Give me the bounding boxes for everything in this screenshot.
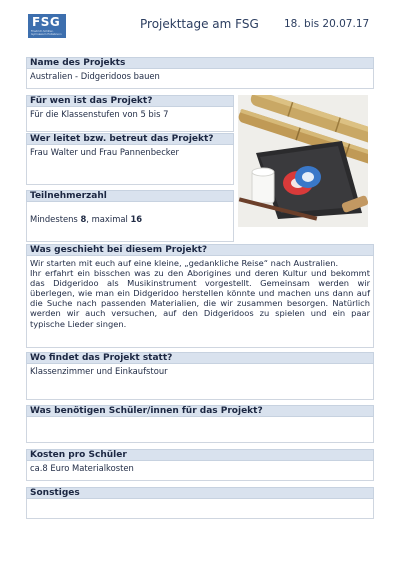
project-name: Australien - Didgeridoos bauen	[30, 71, 160, 81]
section-body-audience	[26, 107, 234, 132]
audience-text: Für die Klassenstufen von 5 bis 7	[30, 109, 169, 119]
section-header-description: Was geschieht bei diesem Projekt?	[26, 244, 374, 256]
section-header-leaders: Wer leitet bzw. betreut das Projekt?	[26, 133, 234, 145]
section-header-misc: Sonstiges	[26, 487, 374, 499]
project-dates: 18. bis 20.07.17	[284, 18, 370, 30]
location-text: Klassenzimmer und Einkaufstour	[30, 366, 168, 376]
page-header	[28, 14, 380, 38]
project-photo	[238, 95, 368, 227]
section-body-participants	[26, 202, 234, 242]
section-body-misc	[26, 499, 374, 519]
didgeridoo-materials-illustration	[238, 95, 368, 227]
section-body-leaders	[26, 145, 234, 185]
logo-text: FSG	[32, 15, 61, 29]
description-paragraph: Wir starten mit euch auf eine kleine, „gedankliche Reise“ nach Australien.	[30, 258, 339, 268]
participants-min: 8	[80, 214, 87, 224]
section-header-name: Name des Projekts	[26, 57, 374, 69]
description-paragraph: Ihr erfahrt ein bisschen was zu den Aborigines und deren Kultur und bekommt das Didgeridoo als Musikinstrument vorgestellt. Gemeinsam werden wir überlegen, wie man ein Didgeridoo herstellen könnte und machen uns dann auf die Suche nach passenden Materialien, die wir zusammen besorgen. Natürlich werden wir auch versuchen, auf den Didgeridoos zu spielen und ein paar typische Lieder singen.	[30, 268, 370, 329]
section-body-location	[26, 364, 374, 400]
page-title: Projekttage am FSG	[140, 17, 259, 31]
section-header-participants: Teilnehmerzahl	[26, 190, 234, 202]
participants-max: 16	[130, 214, 143, 224]
costs-text: ca.8 Euro Materialkosten	[30, 463, 134, 473]
participants-prefix: Mindestens	[30, 214, 81, 224]
section-body-requirements	[26, 417, 374, 443]
section-header-audience: Für wen ist das Projekt?	[26, 95, 234, 107]
section-header-requirements: Was benötigen Schüler/innen für das Projekt?	[26, 405, 374, 417]
section-body-costs	[26, 461, 374, 481]
section-header-location: Wo findet das Projekt statt?	[26, 352, 374, 364]
logo-subtext: Friedrich-Schiller-Gymnasium Hollabrunn	[31, 30, 62, 36]
leaders-text: Frau Walter und Frau Pannenbecker	[30, 147, 179, 157]
school-logo	[28, 14, 66, 38]
participants-middle: , maximal	[86, 214, 131, 224]
section-body-name	[26, 69, 374, 89]
section-body-description	[26, 256, 374, 348]
section-header-costs: Kosten pro Schüler	[26, 449, 374, 461]
